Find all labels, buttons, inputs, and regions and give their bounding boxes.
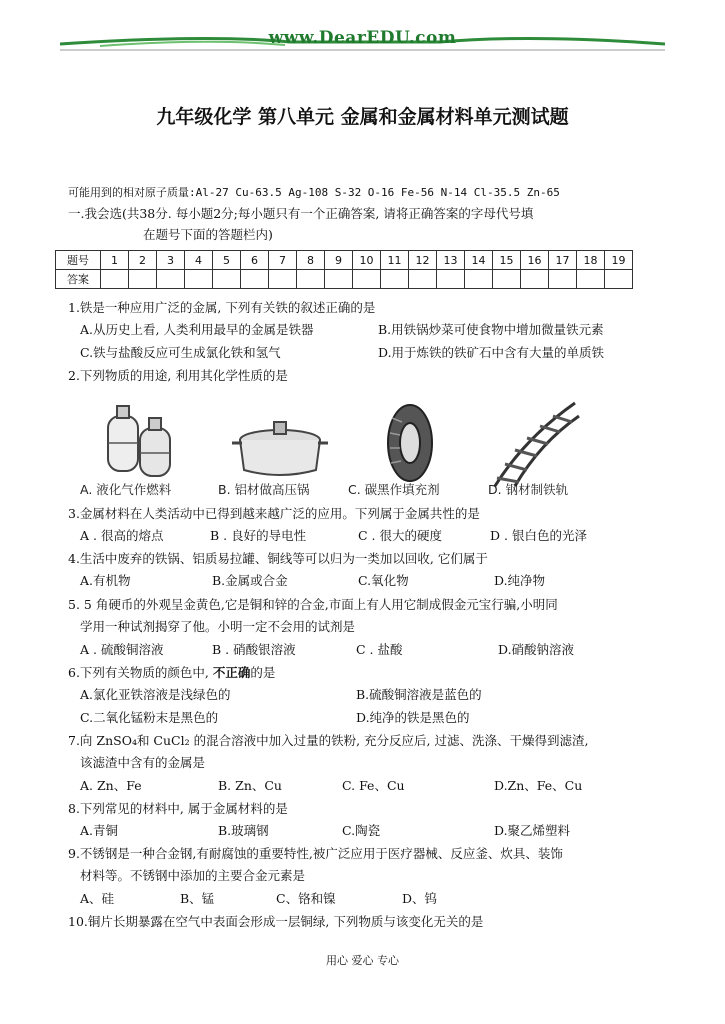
answer-cell[interactable] — [101, 270, 129, 289]
q6-option-a[interactable]: A.氯化亚铁溶液是浅绿色的 — [80, 687, 231, 702]
row-label-answer: 答案 — [56, 270, 101, 289]
q2-option-d[interactable]: D. 钢材制铁轨 — [488, 482, 569, 497]
atomic-masses: 可能用到的相对原子质量:Al-27 Cu-63.5 Ag-108 S-32 O-16 Fe-56 N-14 Cl-35.5 Zn-65 — [68, 186, 560, 199]
q5-stem: 5. 5 角硬币的外观呈金黄色,它是铜和锌的合金,市面上有人用它制成假金元宝行骗,小明同 — [68, 597, 558, 612]
rail-track-illustration — [485, 398, 580, 488]
q8-stem: 8.下列常见的材料中, 属于金属材料的是 — [68, 801, 288, 816]
q6-option-c[interactable]: C.二氧化锰粉末是黑色的 — [80, 710, 219, 725]
answer-table-number-row — [56, 251, 633, 270]
answer-cell[interactable] — [157, 270, 185, 289]
q6-stem-end: 的是 — [250, 665, 276, 680]
q6-stem-text: 6.下列有关物质的颜色中, — [68, 665, 213, 680]
q7-option-d[interactable]: D.Zn、Fe、Cu — [494, 778, 583, 793]
q2-option-c[interactable]: C. 碳黑作填充剂 — [348, 482, 440, 497]
answer-cell[interactable] — [577, 270, 605, 289]
answer-cell[interactable] — [605, 270, 633, 289]
answer-cell[interactable] — [437, 270, 465, 289]
section1-instructions-cont: 在题号下面的答题栏内) — [143, 227, 273, 242]
site-url[interactable]: www.DearEDU.com — [268, 28, 457, 48]
table-cell-number: 1 — [101, 251, 129, 270]
q7-option-a[interactable]: A. Zn、Fe — [80, 778, 142, 793]
answer-cell[interactable] — [381, 270, 409, 289]
table-cell-number: 4 — [185, 251, 213, 270]
q9-option-a[interactable]: A、硅 — [80, 891, 115, 906]
answer-cell[interactable] — [409, 270, 437, 289]
q10-stem: 10.铜片长期暴露在空气中表面会形成一层铜绿, 下列物质与该变化无关的是 — [68, 914, 484, 929]
answer-cell[interactable] — [549, 270, 577, 289]
table-cell-number: 14 — [465, 251, 493, 270]
table-cell-number: 15 — [493, 251, 521, 270]
q1-option-b[interactable]: B.用铁锅炒菜可使食物中增加微量铁元素 — [378, 322, 604, 337]
q9-option-d[interactable]: D、钨 — [402, 891, 438, 906]
q8-option-a[interactable]: A.青铜 — [80, 823, 119, 838]
gas-cylinder-illustration — [100, 398, 190, 488]
q2-option-a[interactable]: A. 液化气作燃料 — [80, 482, 172, 497]
q3-option-a[interactable]: A . 很高的熔点 — [80, 528, 164, 543]
q7-stem: 7.向 ZnSO₄和 CuCl₂ 的混合溶液中加入过量的铁粉, 充分反应后, 过滤、洗涤、干燥得到滤渣, — [68, 733, 589, 748]
q3-stem: 3.金属材料在人类活动中已得到越来越广泛的应用。下列属于金属共性的是 — [68, 506, 480, 521]
answer-cell[interactable] — [493, 270, 521, 289]
q9-stem-cont: 材料等。不锈钢中添加的主要合金元素是 — [80, 868, 306, 883]
table-cell-number: 12 — [409, 251, 437, 270]
answer-cell[interactable] — [353, 270, 381, 289]
q6-stem-emphasis: 不正确 — [212, 665, 251, 680]
document-title: 九年级化学 第八单元 金属和金属材料单元测试题 — [156, 106, 569, 128]
q6-option-b[interactable]: B.硫酸铜溶液是蓝色的 — [356, 687, 482, 702]
q2-stem: 2.下列物质的用途, 利用其化学性质的是 — [68, 368, 288, 383]
answer-cell[interactable] — [465, 270, 493, 289]
table-cell-number: 2 — [129, 251, 157, 270]
table-cell-number: 16 — [521, 251, 549, 270]
header-banner — [60, 26, 665, 56]
table-cell-number: 11 — [381, 251, 409, 270]
q3-option-d[interactable]: D . 银白色的光泽 — [490, 528, 587, 543]
q4-option-d[interactable]: D.纯净物 — [494, 573, 546, 588]
q5-option-a[interactable]: A . 硫酸铜溶液 — [80, 642, 164, 657]
q1-stem: 1.铁是一种应用广泛的金属, 下列有关铁的叙述正确的是 — [68, 300, 376, 315]
page-footer: 用心 爱心 专心 — [326, 954, 399, 967]
q1-option-c[interactable]: C.铁与盐酸反应可生成氯化铁和氢气 — [80, 345, 281, 360]
section1-instructions: 一.我会选(共38分. 每小题2分;每小题只有一个正确答案, 请将正确答案的字母代号填 — [68, 206, 534, 221]
answer-cell[interactable] — [297, 270, 325, 289]
q7-option-c[interactable]: C. Fe、Cu — [342, 778, 405, 793]
tire-illustration — [380, 398, 440, 488]
q8-option-c[interactable]: C.陶瓷 — [342, 823, 381, 838]
q9-option-c[interactable]: C、铬和镍 — [276, 891, 336, 906]
table-cell-number: 3 — [157, 251, 185, 270]
answer-cell[interactable] — [185, 270, 213, 289]
answer-cell[interactable] — [521, 270, 549, 289]
q4-stem: 4.生活中废弃的铁锅、铝质易拉罐、铜线等可以归为一类加以回收, 它们属于 — [68, 551, 488, 566]
q1-option-d[interactable]: D.用于炼铁的铁矿石中含有大量的单质铁 — [378, 345, 605, 360]
q6-stem — [68, 664, 275, 682]
q3-option-c[interactable]: C . 很大的硬度 — [358, 528, 442, 543]
q3-option-b[interactable]: B . 良好的导电性 — [210, 528, 307, 543]
q8-option-d[interactable]: D.聚乙烯塑料 — [494, 823, 571, 838]
q6-option-d[interactable]: D.纯净的铁是黑色的 — [356, 710, 470, 725]
answer-cell[interactable] — [213, 270, 241, 289]
table-cell-number: 17 — [549, 251, 577, 270]
table-cell-number: 9 — [325, 251, 353, 270]
table-cell-number: 18 — [577, 251, 605, 270]
row-label-number: 题号 — [56, 251, 101, 270]
table-cell-number: 8 — [297, 251, 325, 270]
table-cell-number: 6 — [241, 251, 269, 270]
answer-table — [55, 250, 633, 289]
q7-stem-cont: 该滤渣中含有的金属是 — [80, 755, 206, 770]
q9-option-b[interactable]: B、锰 — [180, 891, 215, 906]
q4-option-b[interactable]: B.金属或合金 — [212, 573, 288, 588]
table-cell-number: 13 — [437, 251, 465, 270]
answer-cell[interactable] — [129, 270, 157, 289]
answer-cell[interactable] — [241, 270, 269, 289]
q5-option-b[interactable]: B . 硝酸银溶液 — [212, 642, 296, 657]
table-cell-number: 10 — [353, 251, 381, 270]
table-cell-number: 7 — [269, 251, 297, 270]
answer-cell[interactable] — [325, 270, 353, 289]
q7-option-b[interactable]: B. Zn、Cu — [218, 778, 282, 793]
q5-option-c[interactable]: C . 盐酸 — [356, 642, 403, 657]
q1-option-a[interactable]: A.从历史上看, 人类利用最早的金属是铁器 — [80, 322, 314, 337]
q5-option-d[interactable]: D.硝酸钠溶液 — [498, 642, 575, 657]
q2-option-b[interactable]: B. 铝材做高压锅 — [218, 482, 310, 497]
q5-stem-cont: 学用一种试剂揭穿了他。小明一定不会用的试剂是 — [80, 619, 356, 634]
q4-option-a[interactable]: A.有机物 — [80, 573, 131, 588]
table-cell-number: 19 — [605, 251, 633, 270]
answer-cell[interactable] — [269, 270, 297, 289]
q4-option-c[interactable]: C.氧化物 — [358, 573, 409, 588]
q8-option-b[interactable]: B.玻璃钢 — [218, 823, 269, 838]
answer-table-answer-row — [56, 270, 633, 289]
q9-stem: 9.不锈钢是一种合金钢,有耐腐蚀的重要特性,被广泛应用于医疗器械、反应釜、炊具、装饰 — [68, 846, 563, 861]
pressure-cooker-illustration — [230, 398, 330, 488]
table-cell-number: 5 — [213, 251, 241, 270]
